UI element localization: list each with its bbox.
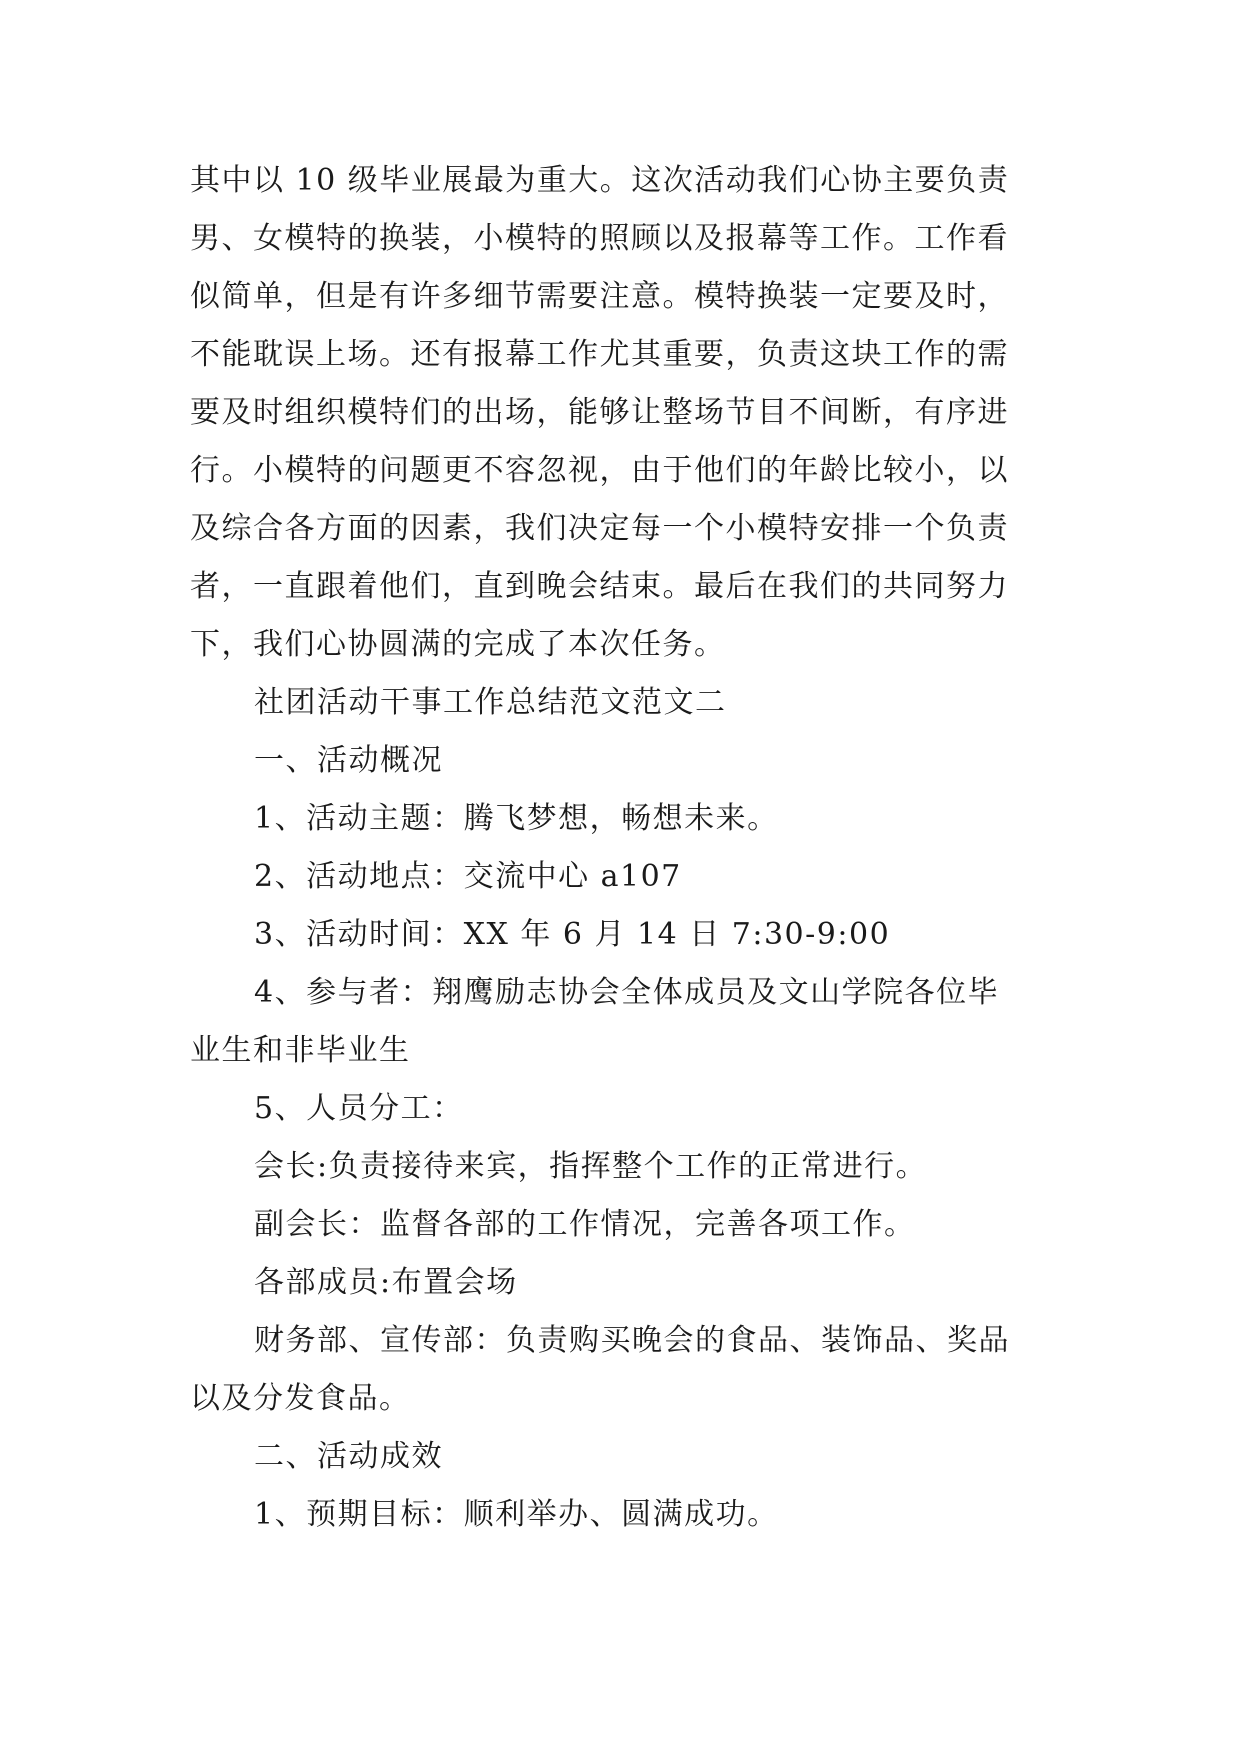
text-line: 财务部、宣传部：负责购买晚会的食品、装饰品、奖品 <box>254 1323 1010 1358</box>
text-line: 2、活动地点：交流中心 a107 <box>254 859 682 894</box>
text-line: 1、活动主题：腾飞梦想，畅想未来。 <box>254 801 779 836</box>
text-line: 不能耽误上场。还有报幕工作尤其重要，负责这块工作的需 <box>190 337 1009 372</box>
text-line: 似简单，但是有许多细节需要注意。模特换装一定要及时， <box>190 279 1009 314</box>
text-line: 业生和非毕业生 <box>190 1033 411 1068</box>
text-line: 会长:负责接待来宾，指挥整个工作的正常进行。 <box>254 1149 928 1184</box>
text-line: 下，我们心协圆满的完成了本次任务。 <box>190 627 726 662</box>
text-line: 副会长：监督各部的工作情况，完善各项工作。 <box>254 1207 916 1242</box>
text-line: 各部成员:布置会场 <box>254 1265 518 1300</box>
text-line: 1、预期目标：顺利举办、圆满成功。 <box>254 1497 779 1532</box>
text-line: 行。小模特的问题更不容忽视，由于他们的年龄比较小，以 <box>190 453 1009 488</box>
text-line: 者，一直跟着他们，直到晚会结束。最后在我们的共同努力 <box>190 569 1009 604</box>
text-line: 其中以 10 级毕业展最为重大。这次活动我们心协主要负责 <box>190 163 1010 198</box>
text-line: 以及分发食品。 <box>190 1381 411 1416</box>
text-line: 男、女模特的换装，小模特的照顾以及报幕等工作。工作看 <box>190 221 1009 256</box>
text-line: 二、活动成效 <box>254 1439 443 1474</box>
text-line: 5、人员分工： <box>254 1091 464 1126</box>
text-line: 社团活动干事工作总结范文范文二 <box>254 685 727 720</box>
text-line: 3、活动时间：XX 年 6 月 14 日 7:30-9:00 <box>254 917 891 952</box>
text-line: 一、活动概况 <box>254 743 443 778</box>
text-line: 4、参与者：翔鹰励志协会全体成员及文山学院各位毕 <box>254 975 1000 1010</box>
text-line: 及综合各方面的因素，我们决定每一个小模特安排一个负责 <box>190 511 1009 546</box>
text-line: 要及时组织模特们的出场，能够让整场节目不间断，有序进 <box>190 395 1009 430</box>
document-body <box>190 152 1070 1544</box>
